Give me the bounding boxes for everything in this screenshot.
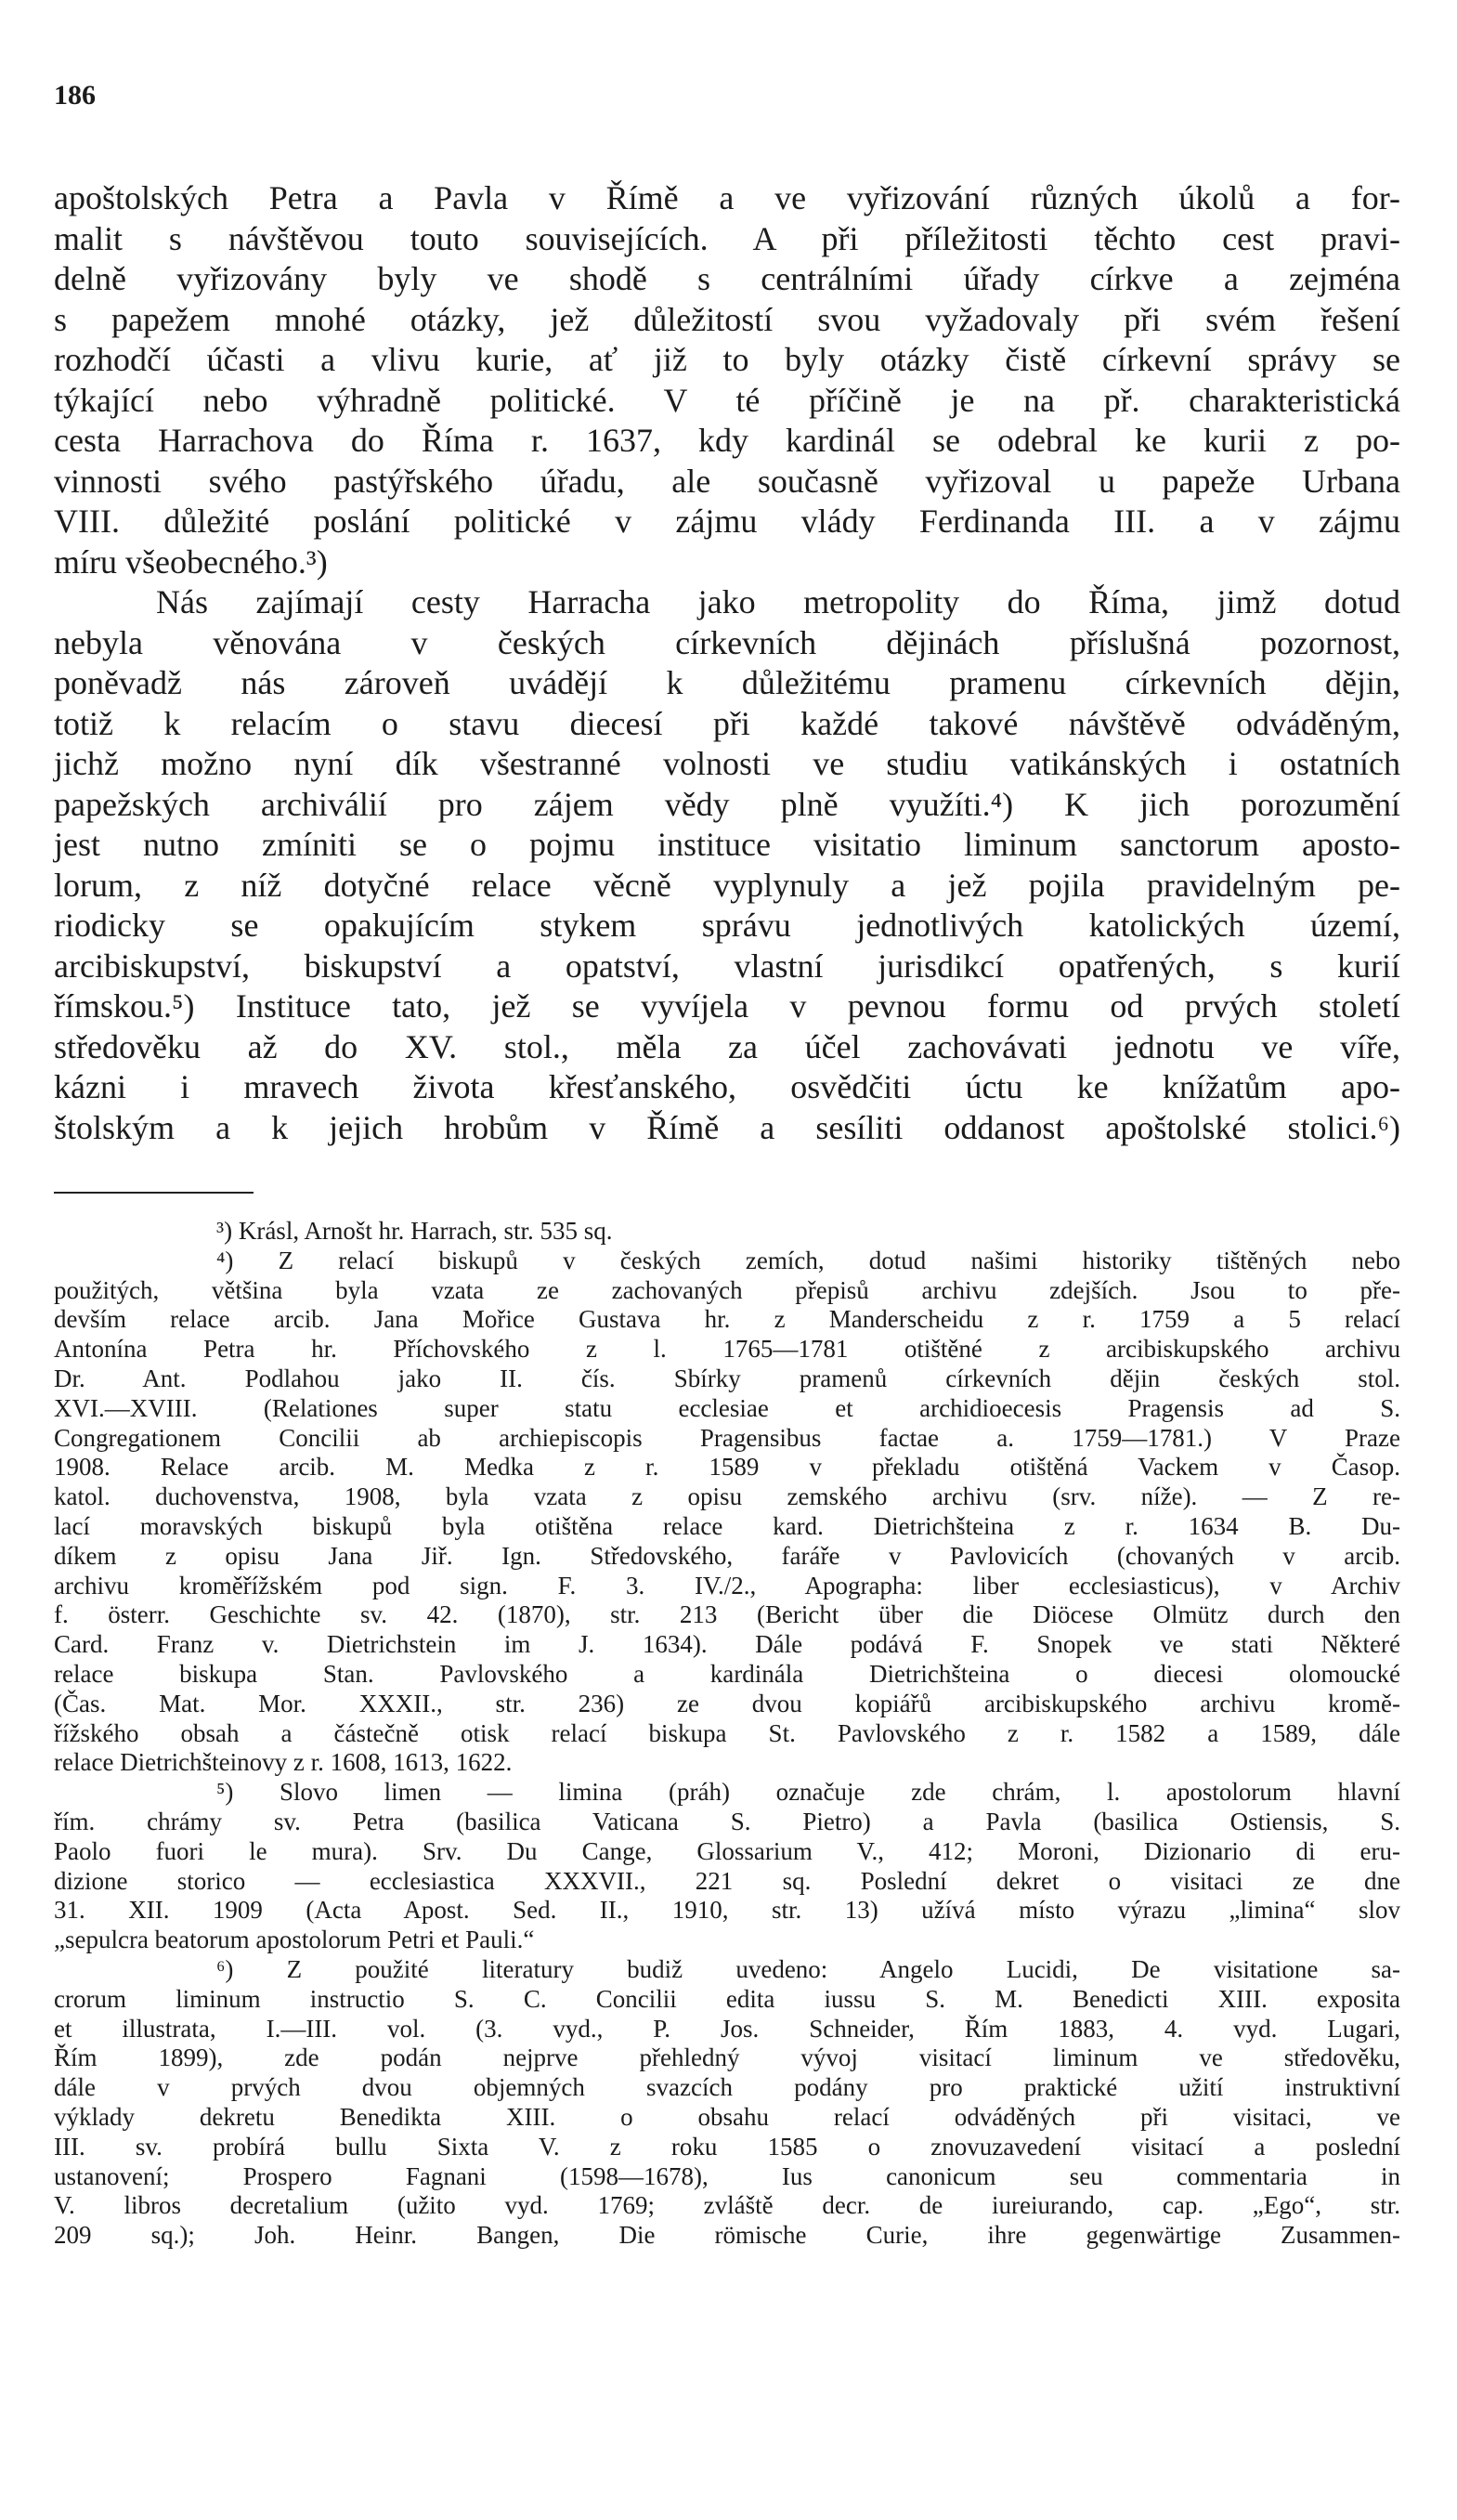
footnote-line: ⁵) Slovo limen — limina (práh) označuje zde chrám, l. apostolorum hlavní: [216, 1778, 1400, 1807]
footnote-line: Congregationem Concilii ab archiepiscopis Pragensibus factae a. 1759—1781.) V Praze: [54, 1423, 1400, 1452]
footnote-line: řím. chrámy sv. Petra (basilica Vaticana S. Pietro) a Pavla (basilica Ostiensis, S.: [54, 1807, 1400, 1835]
footnote-line: ³) Krásl, Arnošt hr. Harrach, str. 535 sq.: [216, 1217, 613, 1245]
footnote-line: crorum liminum instructio S. C. Concilii edita iussu S. M. Benedicti XIII. exposita: [54, 1984, 1400, 2013]
footnote-line: et illustrata, I.—III. vol. (3. vyd., P. Jos. Schneider, Řím 1883, 4. vyd. Lugari,: [54, 2014, 1400, 2043]
text-line: arcibiskupství, biskupství a opatství, vlastní jurisdikcí opatřených, s kurií: [54, 947, 1400, 985]
text-line: delně vyřizovány byly ve shodě s centrálními úřady církve a zejména: [54, 260, 1400, 297]
text-line: s papežem mnohé otázky, jež důležitostí svou vyžadovaly při svém řešení: [54, 300, 1400, 338]
text-line: lorum, z níž dotyčné relace věcně vyplynuly a jež pojila pravidelným pe-: [54, 866, 1400, 904]
footnote-line: f. österr. Geschichte sv. 42. (1870), str. 213 (Bericht über die Diöcese Olmütz durch den: [54, 1600, 1400, 1629]
text-line: riodicky se opakujícím stykem správu jednotlivých katolických území,: [54, 907, 1400, 944]
text-line: VIII. důležité poslání politické v zájmu vlády Ferdinanda III. a v zájmu: [54, 503, 1400, 540]
footnote-line: archivu kroměřížském pod sign. F. 3. IV./2., Apographa: liber ecclesiasticus), v Archiv: [54, 1571, 1400, 1599]
footnote-line: Paolo fuori le mura). Srv. Du Cange, Glossarium V., 412; Moroni, Dizionario di eru-: [54, 1836, 1400, 1865]
footnote-line: XVI.—XVIII. (Relationes super statu ecclesiae et archidioecesis Pragensis ad S.: [54, 1393, 1400, 1422]
page-number: 186: [54, 80, 96, 111]
text-line: římskou.⁵) Instituce tato, jež se vyvíjela v pevnou formu od prvých století: [54, 987, 1400, 1025]
text-line: malit s návštěvou touto souvisejících. A při příležitosti těchto cest pravi-: [54, 219, 1400, 257]
text-line: totiž k relacím o stavu diecesí při každé takové návštěvě odváděným,: [54, 704, 1400, 742]
footnote-line: ⁶) Z použité literatury budiž uvedeno: Angelo Lucidi, De visitatione sa-: [216, 1954, 1400, 1983]
footnote-line: „sepulcra beatorum apostolorum Petri et Pauli.“: [54, 1926, 535, 1954]
footnote-line: použitých, většina byla vzata ze zachovaných přepisů archivu zdejších. Jsou to pře-: [54, 1275, 1400, 1304]
footnote-line: řížského obsah a částečně otisk relací biskupa St. Pavlovského z r. 1582 a 1589, dále: [54, 1718, 1400, 1747]
footnote-line: Dr. Ant. Podlahou jako II. čís. Sbírky pramenů církevních dějin českých stol.: [54, 1364, 1400, 1392]
footnote-line: Antonína Petra hr. Příchovského z l. 1765—1781 otištěné z arcibiskupského archivu: [54, 1335, 1400, 1364]
text-line: míru všeobecného.³): [54, 542, 328, 581]
text-line: jichž možno nyní dík všestranné volnosti ve studiu vatikánských i ostatních: [54, 745, 1400, 782]
footnote-line: lací moravských biskupů byla otištěna relace kard. Dietrichšteina z r. 1634 B. Du-: [54, 1511, 1400, 1540]
text-line: cesta Harrachova do Říma r. 1637, kdy kardinál se odebral ke kurii z po-: [54, 422, 1400, 459]
footnote-line: dizione storico — ecclesiastica XXXVII., 221 sq. Poslední dekret o visitaci ze dne: [54, 1866, 1400, 1895]
footnote-line: ⁴) Z relací biskupů v českých zemích, dotud našimi historiky tištěných nebo: [216, 1246, 1400, 1274]
footnotes: [54, 1217, 1400, 2251]
footnote-line: díkem z opisu Jana Jiř. Ign. Středovského, faráře v Pavlovicích (chovaných v arcib.: [54, 1541, 1400, 1570]
text-line: papežských archiválií pro zájem vědy plně využíti.⁴) K jich porozumění: [54, 785, 1400, 823]
text-line: středověku až do XV. stol., měla za účel zachovávati jednotu ve víře,: [54, 1027, 1400, 1065]
footnote-divider: [54, 1192, 254, 1194]
main-text: [54, 178, 1400, 1148]
footnote-line: V. libros decretalium (užito vyd. 1769; zvláště decr. de iureiurando, cap. „Ego“, str.: [54, 2191, 1400, 2220]
footnote-line: Card. Franz v. Dietrichstein im J. 1634). Dále podává F. Snopek ve stati Některé: [54, 1630, 1400, 1659]
footnote-line: dále v prvých dvou objemných svazcích podány pro praktické užití instruktivní: [54, 2073, 1400, 2102]
footnote-line: 209 sq.); Joh. Heinr. Bangen, Die römische Curie, ihre gegenwärtige Zusammen-: [54, 2221, 1400, 2250]
text-line: jest nutno zmíniti se o pojmu instituce visitatio liminum sanctorum aposto-: [54, 826, 1400, 863]
footnote-line: Řím 1899), zde podán nejprve přehledný vývoj visitací liminum ve středověku,: [54, 2043, 1400, 2072]
footnote-line: výklady dekretu Benedikta XIII. o obsahu relací odváděných při visitaci, ve: [54, 2102, 1400, 2131]
footnote-line: 31. XII. 1909 (Acta Apost. Sed. II., 1910, str. 13) užívá místo výrazu „limina“ slov: [54, 1896, 1400, 1925]
footnote-line: relace biskupa Stan. Pavlovského a kardinála Dietrichšteina o diecesi olomoucké: [54, 1659, 1400, 1688]
footnote-line: relace Dietrichšteinovy z r. 1608, 1613, 1622.: [54, 1748, 513, 1777]
footnote-line: 1908. Relace arcib. M. Medka z r. 1589 v překladu otištěná Vackem v Časop.: [54, 1453, 1400, 1482]
footnote-line: devším relace arcib. Jana Mořice Gustava hr. z Manderscheidu z r. 1759 a 5 relací: [54, 1305, 1400, 1334]
text-line: nebyla věnována v českých církevních dějinách příslušná pozornost,: [54, 623, 1400, 661]
text-line: kázni i mravech života křesťanského, osvědčiti úctu ke knížatům apo-: [54, 1068, 1400, 1105]
text-line: rozhodčí účasti a vlivu kurie, ať již to byly otázky čistě církevní správy se: [54, 341, 1400, 378]
text-line: apoštolských Petra a Pavla v Římě a ve vyřizování různých úkolů a for-: [54, 179, 1400, 216]
text-line: týkající nebo výhradně politické. V té příčině je na př. charakteristická: [54, 381, 1400, 419]
footnote-line: katol. duchovenstva, 1908, byla vzata z opisu zemského archivu (srv. níže). — Z re-: [54, 1482, 1400, 1511]
text-line: štolským a k jejich hrobům v Římě a sesíliti oddanost apoštolské stolici.⁶): [54, 1108, 1400, 1146]
footnote-line: ustanovení; Prospero Fagnani (1598—1678), Ius canonicum seu commentaria in: [54, 2161, 1400, 2190]
footnote-line: III. sv. probírá bullu Sixta V. z roku 1585 o znovuzavedení visitací a poslední: [54, 2132, 1400, 2161]
footnote-line: (Čas. Mat. Mor. XXXII., str. 236) ze dvou kopiářů arcibiskupského archivu kromě-: [54, 1689, 1400, 1717]
text-line: vinnosti svého pastýřského úřadu, ale současně vyřizoval u papeže Urbana: [54, 462, 1400, 500]
text-line: poněvadž nás zároveň uvádějí k důležitému pramenu církevních dějin,: [54, 664, 1400, 701]
paragraph-start-line: Nás zajímají cesty Harracha jako metropolity do Říma, jimž dotud: [156, 583, 1400, 620]
